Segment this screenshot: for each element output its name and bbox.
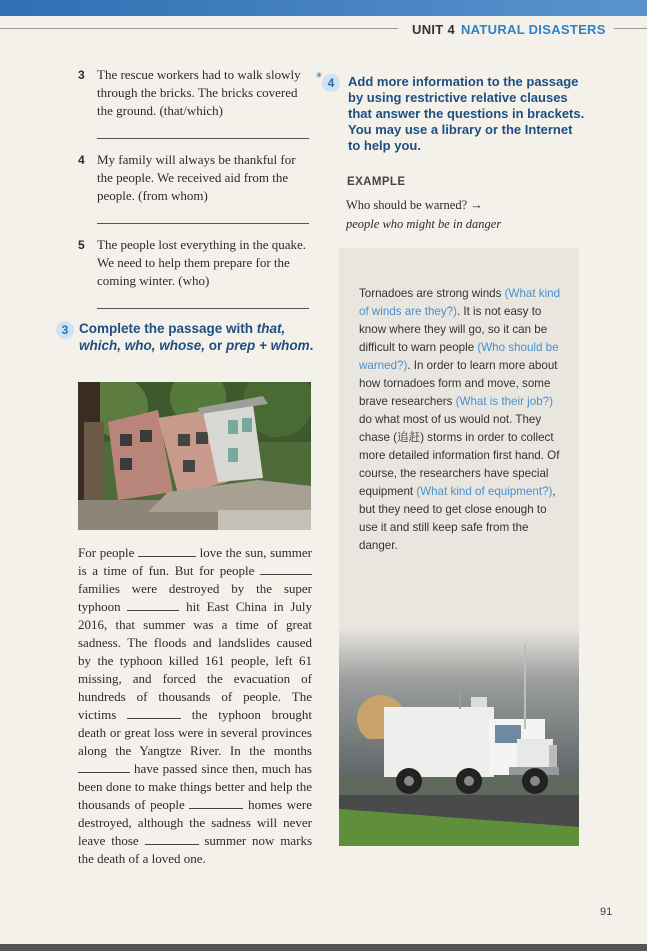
page-number: 91 — [600, 906, 613, 918]
collapsed-building-illustration — [78, 382, 311, 530]
item-text: My family will always be thankful for the people. We received aid from the people. (from whom) — [97, 152, 296, 203]
tornado-passage — [359, 285, 564, 555]
instr-part: Complete the passage with — [79, 321, 257, 336]
item-number: 4 — [78, 153, 85, 167]
exercise-4-instructions: Add more information to the passage by using restrictive relative clauses that answer the questions in brackets. You may use a library or the Internet to help you. — [348, 74, 585, 153]
passage-text: summer now marks the death of a loved one. — [78, 833, 313, 866]
exercise-number-badge: 4 — [322, 74, 340, 92]
example-label: EXAMPLE — [347, 176, 406, 188]
bracket-question: (What is their job?) — [455, 395, 553, 408]
answer-line[interactable] — [97, 298, 309, 309]
passage-text: homes were destroyed, although the sadness will never leave those — [78, 797, 313, 848]
collapsed-building-photo — [78, 382, 311, 530]
bracket-question: (What kind of equipment?) — [416, 485, 553, 498]
item-text: The people lost everything in the quake. We need to help them prepare for the coming winter. (who) — [97, 237, 307, 288]
passage-text: love the sun, summer is a time of fun. But for people — [78, 545, 313, 578]
passage-text: , but they need to get close enough to use it and still keep safe from the danger. — [359, 485, 556, 552]
blank-6[interactable] — [189, 797, 243, 809]
blank-1[interactable] — [138, 545, 196, 557]
bracket-question: (What kind of winds are they?) — [359, 287, 561, 318]
passage-text: the typhoon brought death or great loss were in several provinces along the Yangtze River. In the months — [78, 707, 313, 758]
exercise-number-badge: 3 — [56, 321, 74, 339]
header-rule — [0, 28, 398, 29]
instr-options: prep + whom — [226, 338, 310, 353]
star-icon: * — [316, 70, 322, 84]
exercise-3-instructions — [79, 320, 316, 354]
unit-header — [412, 22, 606, 37]
top-color-bar — [0, 0, 647, 16]
passage-text: do what most of us would not. They chase (追赶) storms in order to collect more detailed information first hand. Of course, the researchers have special equipment — [359, 413, 560, 498]
blank-2[interactable] — [260, 563, 312, 575]
bottom-edge — [0, 944, 647, 951]
instr-part: or — [205, 338, 227, 353]
passage-text: have passed since then, much has been done to make things better and help the thousands of people — [78, 761, 312, 812]
item-text: The rescue workers had to walk slowly through the bricks. The bricks covered the ground. (that/which) — [97, 67, 301, 118]
storm-chaser-truck-illustration — [339, 627, 579, 846]
exercise-4-heading — [316, 70, 587, 154]
answer-line[interactable] — [97, 213, 309, 224]
unit-number: UNIT 4 — [412, 22, 455, 37]
blank-5[interactable] — [78, 761, 130, 773]
item-3 — [78, 66, 313, 120]
header-rule-right — [614, 28, 647, 29]
passage-text: hit East China in July 2016, that summer was a time of great sadness. The floods and landslides caused by the typhoon killed 161 people, left 61 missing, and forced the evacuation of hundreds of thousands of people. The victims — [78, 599, 313, 722]
example-answer: people who might be in danger — [346, 217, 502, 231]
answer-line[interactable] — [97, 128, 309, 139]
instr-options: that, which, who, whose, — [79, 321, 286, 353]
instr-part: . — [309, 338, 314, 353]
passage-text: families were destroyed by the super typhoon — [78, 581, 312, 614]
bracket-question: (Who should be warned?) — [359, 341, 559, 372]
blank-3[interactable] — [127, 599, 179, 611]
item-5 — [78, 236, 313, 290]
passage-text: For people — [78, 545, 135, 560]
exercise-3-passage — [78, 544, 312, 868]
blank-7[interactable] — [145, 833, 199, 845]
unit-title: NATURAL DISASTERS — [460, 22, 606, 37]
sentence-combining-items — [78, 66, 313, 309]
item-4 — [78, 151, 313, 205]
passage-text: . In order to learn more about how tornadoes form and move, some brave researchers — [359, 359, 558, 408]
blank-4[interactable] — [127, 707, 181, 719]
storm-chaser-truck-photo — [339, 627, 579, 846]
example-question: Who should be warned? → — [346, 198, 483, 212]
exercise-3-heading — [56, 320, 316, 354]
passage-text: . It is not easy to know where they will go, so it can be difficult to warn people — [359, 305, 548, 354]
item-number: 3 — [78, 68, 85, 82]
passage-text: Tornadoes are strong winds — [359, 287, 505, 300]
item-number: 5 — [78, 238, 85, 252]
